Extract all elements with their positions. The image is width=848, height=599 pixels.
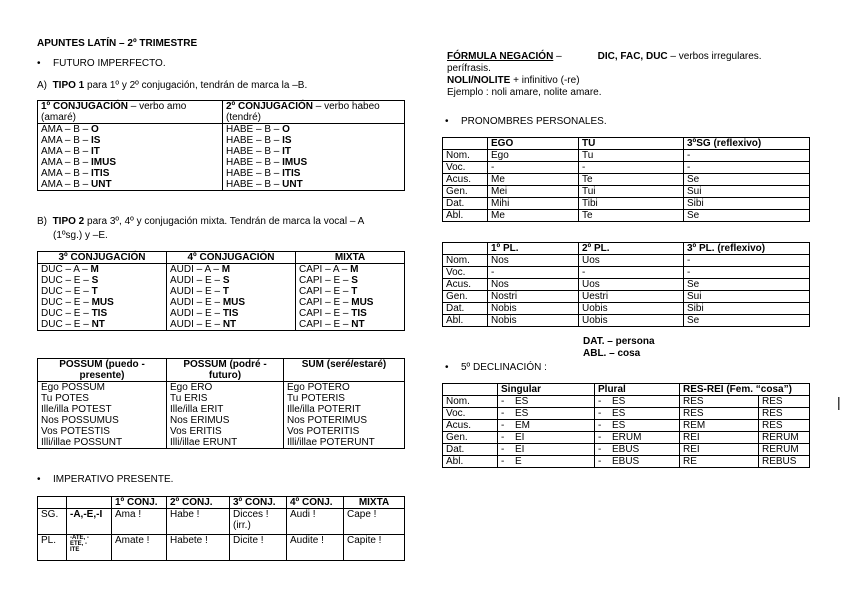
t1-cell: HABE – B – IMUS bbox=[223, 157, 405, 168]
t2-header: MIXTA bbox=[296, 252, 405, 264]
imp-cell: Amate ! bbox=[112, 535, 167, 561]
imp-sg-label: SG. bbox=[38, 509, 67, 535]
t2-cell: CAPI – E – NT bbox=[296, 319, 405, 331]
t2-cell: DUC – E – T bbox=[38, 286, 167, 297]
imperativo-heading: • IMPERATIVO PRESENTE. bbox=[53, 474, 173, 486]
futuro-tipo1-table bbox=[37, 100, 405, 191]
pron-cell: Sui bbox=[684, 186, 810, 198]
decl-cell: RE bbox=[680, 456, 759, 468]
pron-pl-cell: Nostri bbox=[488, 291, 579, 303]
negacion-block bbox=[447, 51, 807, 99]
possum-cell: Tu ERIS bbox=[167, 393, 284, 404]
tipo2-text: para 3º, 4º y conjugación mixta. Tendrán de marca la vocal – A bbox=[84, 216, 365, 227]
pron-pl-header: 1º PL. bbox=[488, 243, 579, 255]
tipo2-line bbox=[37, 216, 364, 228]
decl-cell: RES bbox=[759, 420, 810, 432]
pron-cell: Se bbox=[684, 210, 810, 222]
decl-cell: RERUM bbox=[759, 444, 810, 456]
decl-cell: - EBUS bbox=[595, 456, 680, 468]
possum-cell: Tu POTERIS bbox=[284, 393, 405, 404]
pron-cell: Te bbox=[579, 210, 684, 222]
pron-header: EGO bbox=[488, 138, 579, 150]
pron-pl-case: Nom. bbox=[443, 255, 488, 267]
pron-cell: Ego bbox=[488, 150, 579, 162]
tipo1-line bbox=[37, 80, 307, 92]
pron-pl-cell: Se bbox=[684, 279, 810, 291]
possum-cell: Illi/illae POSSUNT bbox=[38, 437, 167, 449]
t2-cell: DUC – A – M bbox=[38, 264, 167, 276]
decl-header: Plural bbox=[595, 384, 680, 396]
possum-header: POSSUM (puedo - presente) bbox=[38, 359, 167, 382]
decl-case: Gen. bbox=[443, 432, 498, 444]
t2-cell: CAPI – A – M bbox=[296, 264, 405, 276]
pron-case: Acus. bbox=[443, 174, 488, 186]
page-title: APUNTES LATÍN – 2º TRIMESTRE bbox=[37, 38, 198, 49]
pron-pl-case: Gen. bbox=[443, 291, 488, 303]
imp-cell: Audite ! bbox=[287, 535, 344, 561]
t1-cell: AMA – B – IMUS bbox=[38, 157, 223, 168]
t2-cell: DUC – E – NT bbox=[38, 319, 167, 331]
pron-pl-case: Acus. bbox=[443, 279, 488, 291]
imp-cell: Habete ! bbox=[167, 535, 230, 561]
tipo1-prefix: A) bbox=[37, 80, 47, 91]
possum-cell: Ego POSSUM bbox=[38, 382, 167, 394]
declinacion-table bbox=[442, 383, 810, 468]
imp-header: 3º CONJ. bbox=[230, 497, 287, 509]
imp-cell: Dicite ! bbox=[230, 535, 287, 561]
pron-pl-cell: Nobis bbox=[488, 315, 579, 327]
t1-cell: AMA – B – IT bbox=[38, 146, 223, 157]
negacion-verbs: DIC, FAC, DUC bbox=[597, 51, 668, 62]
pron-cell: Me bbox=[488, 174, 579, 186]
decl-cell: - EI bbox=[498, 444, 595, 456]
pron-pl-header: 2º PL. bbox=[579, 243, 684, 255]
pron-cell: - bbox=[579, 162, 684, 174]
negacion-line-3 bbox=[447, 75, 807, 87]
pron-pl-cell: Uos bbox=[579, 279, 684, 291]
pron-case: Gen. bbox=[443, 186, 488, 198]
imp-cell: Capite ! bbox=[344, 535, 405, 561]
possum-cell: Nos POTERIMUS bbox=[284, 415, 405, 426]
imp-cell: Habe ! bbox=[167, 509, 230, 535]
pron-cell: Tui bbox=[579, 186, 684, 198]
imp-cell: Ama ! bbox=[112, 509, 167, 535]
pron-cell: - bbox=[488, 162, 579, 174]
imp-cell: Cape ! bbox=[344, 509, 405, 535]
t2-header: 3º CONJUGACIÓN bbox=[38, 252, 167, 264]
futuro-tipo2-table bbox=[37, 251, 405, 331]
pron-pl-cell: Sibi bbox=[684, 303, 810, 315]
pronombres-heading: • PRONOMBRES PERSONALES. bbox=[461, 116, 607, 128]
imp-header: 2º CONJ. bbox=[167, 497, 230, 509]
pron-case: Abl. bbox=[443, 210, 488, 222]
pron-pl-cell: - bbox=[579, 267, 684, 279]
pron-cell: Se bbox=[684, 174, 810, 186]
t1-header-2: 2º CONJUGACIÓN – verbo habeo (tendré) bbox=[223, 101, 405, 124]
t2-cell: AUDI – E – T bbox=[167, 286, 296, 297]
imp-sg-ending: -A,-E,-I bbox=[67, 509, 112, 535]
pron-pl-case: Voc. bbox=[443, 267, 488, 279]
t2-cell: CAPI – E – T bbox=[296, 286, 405, 297]
negacion-line-1 bbox=[447, 51, 807, 63]
negacion-noli: NOLI/NOLITE bbox=[447, 75, 511, 86]
possum-cell: Nos ERIMUS bbox=[167, 415, 284, 426]
t2-cell: AUDI – E – MUS bbox=[167, 297, 296, 308]
pron-header: TU bbox=[579, 138, 684, 150]
decl-case: Voc. bbox=[443, 408, 498, 420]
possum-cell: Tu POTES bbox=[38, 393, 167, 404]
imperativo-table bbox=[37, 496, 405, 561]
decl-cell: RERUM bbox=[759, 432, 810, 444]
pronombres-sg-table bbox=[442, 137, 810, 222]
pron-cell: Tu bbox=[579, 150, 684, 162]
margin-mark: | bbox=[837, 394, 841, 410]
decl-cell: REI bbox=[680, 432, 759, 444]
possum-cell: Ille/illa POTEST bbox=[38, 404, 167, 415]
t1-cell: AMA – B – ITIS bbox=[38, 168, 223, 179]
pron-case: Dat. bbox=[443, 198, 488, 210]
negacion-verbs-rest: – verbos irregulares. bbox=[667, 51, 762, 62]
t2-cell: CAPI – E – TIS bbox=[296, 308, 405, 319]
decl-cell: RES bbox=[680, 396, 759, 408]
decl-cell: - ERUM bbox=[595, 432, 680, 444]
possum-cell: Ego ERO bbox=[167, 382, 284, 394]
decl-header: Singular bbox=[498, 384, 595, 396]
pron-pl-cell: Sui bbox=[684, 291, 810, 303]
t1-cell: HABE – B – IT bbox=[223, 146, 405, 157]
decl-cell: - ES bbox=[595, 396, 680, 408]
t2-cell: DUC – E – S bbox=[38, 275, 167, 286]
imp-header: 1º CONJ. bbox=[112, 497, 167, 509]
imp-pl-ending-line: ETE, - bbox=[70, 541, 88, 547]
possum-cell: Vos POTESTIS bbox=[38, 426, 167, 437]
pron-pl-cell: - bbox=[684, 267, 810, 279]
pronombres-pl-table bbox=[442, 242, 810, 327]
pron-pl-cell: Uos bbox=[579, 255, 684, 267]
pron-pl-header bbox=[443, 243, 488, 255]
t1-header-1: 1º CONJUGACIÓN – verbo amo (amaré) bbox=[38, 101, 223, 124]
imp-cell: Dicces ! (irr.) bbox=[230, 509, 287, 535]
t1-cell: HABE – B – ITIS bbox=[223, 168, 405, 179]
tipo2-label: TIPO 2 bbox=[52, 216, 85, 227]
pron-cell: - bbox=[684, 162, 810, 174]
possum-cell: Vos POTERITIS bbox=[284, 426, 405, 437]
decl-cell: - ES bbox=[498, 408, 595, 420]
pron-pl-cell: Nobis bbox=[488, 303, 579, 315]
t2-cell: DUC – E – MUS bbox=[38, 297, 167, 308]
possum-cell: Illi/illae ERUNT bbox=[167, 437, 284, 449]
negacion-line-2: perífrasis. bbox=[447, 63, 491, 74]
pron-pl-header: 3º PL. (reflexivo) bbox=[684, 243, 810, 255]
decl-cell: RES bbox=[759, 396, 810, 408]
negacion-ejemplo: Ejemplo : noli amare, nolite amare. bbox=[447, 87, 602, 98]
negacion-label: FÓRMULA NEGACIÓN bbox=[447, 51, 554, 62]
decl-cell: - EI bbox=[498, 432, 595, 444]
possum-header: SUM (seré/estaré) bbox=[284, 359, 405, 382]
t1-cell: HABE – B – IS bbox=[223, 135, 405, 146]
decl-header bbox=[443, 384, 498, 396]
pron-pl-case: Abl. bbox=[443, 315, 488, 327]
tipo2-line-2: (1ºsg.) y –E. bbox=[53, 230, 108, 241]
possum-header: POSSUM (podré - futuro) bbox=[167, 359, 284, 382]
possum-cell: Ille/illa POTERIT bbox=[284, 404, 405, 415]
decl-cell: - ES bbox=[595, 420, 680, 432]
pron-pl-cell: Nos bbox=[488, 255, 579, 267]
possum-cell: Ille/illa ERIT bbox=[167, 404, 284, 415]
imp-header: 4º CONJ. bbox=[287, 497, 344, 509]
futuro-heading: • FUTURO IMPERFECTO. bbox=[53, 58, 166, 70]
pron-cell: Sibi bbox=[684, 198, 810, 210]
pron-cell: Tibi bbox=[579, 198, 684, 210]
decl-cell: - ES bbox=[498, 396, 595, 408]
decl-cell: - EM bbox=[498, 420, 595, 432]
pron-cell: - bbox=[684, 150, 810, 162]
t1-cell: AMA – B – O bbox=[38, 124, 223, 136]
imp-pl-ending-line: ITE bbox=[70, 547, 80, 553]
pron-case: Voc. bbox=[443, 162, 488, 174]
pron-note-abl: ABL. – cosa bbox=[583, 348, 641, 359]
decl-case: Acus. bbox=[443, 420, 498, 432]
pron-pl-case: Dat. bbox=[443, 303, 488, 315]
pron-header: 3ºSG (reflexivo) bbox=[684, 138, 810, 150]
pron-cell: Te bbox=[579, 174, 684, 186]
t2-cell: AUDI – E – S bbox=[167, 275, 296, 286]
negacion-dash: – bbox=[553, 51, 562, 62]
t2-cell: CAPI – E – S bbox=[296, 275, 405, 286]
declinacion-heading: • 5º DECLINACIÓN : bbox=[461, 362, 547, 374]
possum-cell: Ego POTERO bbox=[284, 382, 405, 394]
t1-cell: HABE – B – O bbox=[223, 124, 405, 136]
pron-cell: Me bbox=[488, 210, 579, 222]
pron-note-dat: DAT. – persona bbox=[583, 336, 655, 347]
possum-table bbox=[37, 358, 405, 449]
possum-cell: Vos ERITIS bbox=[167, 426, 284, 437]
decl-header: RES-REI (Fem. “cosa”) bbox=[680, 384, 810, 396]
pron-cell: Mei bbox=[488, 186, 579, 198]
t1-cell: AMA – B – UNT bbox=[38, 179, 223, 191]
decl-cell: - ES bbox=[595, 408, 680, 420]
tipo1-text: para 1º y 2º conjugación, tendrán de marca la –B. bbox=[84, 80, 308, 91]
t2-cell: AUDI – A – M bbox=[167, 264, 296, 276]
negacion-noli-rest: + infinitivo (-re) bbox=[510, 75, 580, 86]
possum-cell: Nos POSSUMUS bbox=[38, 415, 167, 426]
pron-cell: Mihi bbox=[488, 198, 579, 210]
tipo2-prefix: B) bbox=[37, 216, 47, 227]
imp-pl-label: PL. bbox=[38, 535, 67, 561]
pron-pl-cell: Se bbox=[684, 315, 810, 327]
t2-cell: AUDI – E – NT bbox=[167, 319, 296, 331]
decl-cell: - E bbox=[498, 456, 595, 468]
t2-cell: AUDI – E – TIS bbox=[167, 308, 296, 319]
decl-case: Dat. bbox=[443, 444, 498, 456]
imp-header bbox=[67, 497, 112, 509]
decl-cell: REI bbox=[680, 444, 759, 456]
t1-cell: HABE – B – UNT bbox=[223, 179, 405, 191]
pron-header bbox=[443, 138, 488, 150]
decl-cell: REBUS bbox=[759, 456, 810, 468]
imp-pl-ending-line: -ATE, - bbox=[70, 535, 89, 541]
imp-cell: Audi ! bbox=[287, 509, 344, 535]
pron-pl-cell: Uestri bbox=[579, 291, 684, 303]
decl-cell: REM bbox=[680, 420, 759, 432]
pron-case: Nom. bbox=[443, 150, 488, 162]
decl-case: Nom. bbox=[443, 396, 498, 408]
imp-pl-ending bbox=[67, 535, 112, 561]
decl-cell: - EBUS bbox=[595, 444, 680, 456]
t1-cell: AMA – B – IS bbox=[38, 135, 223, 146]
t2-header: 4º CONJUGACIÓN bbox=[167, 252, 296, 264]
possum-cell: Illi/illae POTERUNT bbox=[284, 437, 405, 449]
pron-pl-cell: Uobis bbox=[579, 303, 684, 315]
pron-pl-cell: - bbox=[488, 267, 579, 279]
tipo1-label: TIPO 1 bbox=[52, 80, 85, 91]
pron-pl-cell: - bbox=[684, 255, 810, 267]
t2-cell: DUC – E – TIS bbox=[38, 308, 167, 319]
imp-header bbox=[38, 497, 67, 509]
decl-case: Abl. bbox=[443, 456, 498, 468]
pron-pl-cell: Nos bbox=[488, 279, 579, 291]
pron-pl-cell: Uobis bbox=[579, 315, 684, 327]
decl-cell: RES bbox=[680, 408, 759, 420]
decl-cell: RES bbox=[759, 408, 810, 420]
t2-cell: CAPI – E – MUS bbox=[296, 297, 405, 308]
imp-header: MIXTA bbox=[344, 497, 405, 509]
